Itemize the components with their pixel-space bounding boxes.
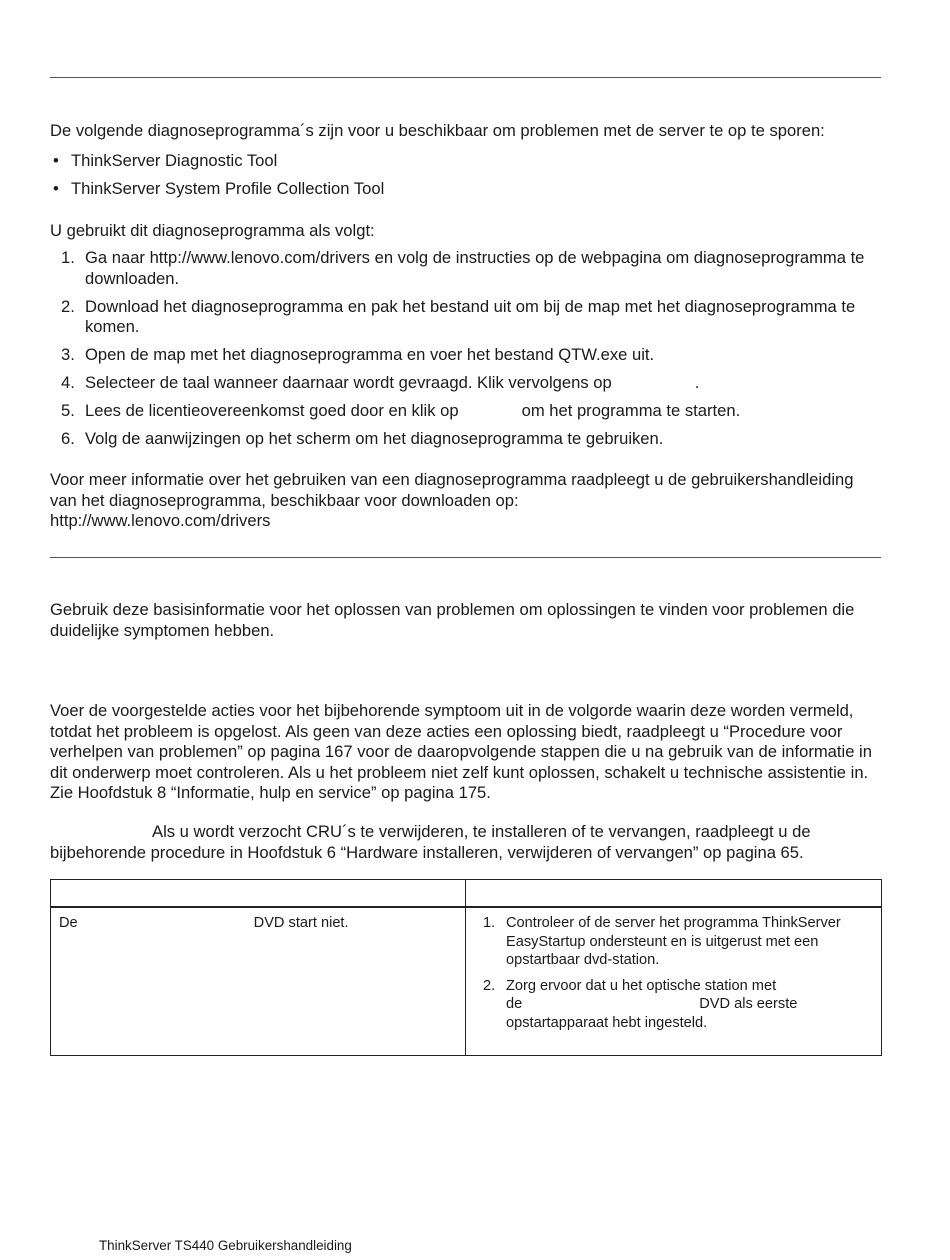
list-item: 5. Lees de licentieovereenkomst goed door en klik op om het programma te starten. xyxy=(61,401,741,420)
more-info-line: van het diagnoseprogramma, beschikbaar voor downloaden op: xyxy=(50,490,519,510)
drivers-link[interactable]: http://www.lenovo.com/drivers xyxy=(50,511,271,530)
list-item: 2. Zorg ervoor dat u het optische station met de DVD als eerste opstartapparaat hebt ingesteld. xyxy=(483,977,798,1031)
page-footer: ThinkServer TS440 Gebruikershandleiding xyxy=(99,1238,352,1253)
diagnostic-tools-list xyxy=(50,151,881,207)
more-info-paragraph xyxy=(50,470,890,532)
table-header-row xyxy=(51,880,882,908)
more-info-line: Voor meer informatie over het gebruiken van een diagnoseprogramma raadpleegt u de gebruikershandleiding xyxy=(50,470,854,489)
list-item: 2. Download het diagnoseprogramma en pak het bestand uit om bij de map met het diagnoseprogramma te komen. xyxy=(61,296,856,336)
list-item: • ThinkServer System Profile Collection Tool xyxy=(50,179,881,200)
table-header-cell xyxy=(466,880,882,908)
note-paragraph xyxy=(50,822,890,863)
list-item: 3. Open de map met het diagnoseprogramma en voer het bestand QTW.exe uit. xyxy=(61,345,655,364)
section-divider-top xyxy=(50,77,881,78)
list-item: • ThinkServer Diagnostic Tool xyxy=(50,151,881,172)
list-item: 1. Controleer of de server het programma ThinkServer EasyStartup ondersteunt en is uitgerust met een opstartbaar dvd-station. xyxy=(483,915,841,968)
list-item: 4. Selecteer de taal wanneer daarnaar wordt gevraagd. Klik vervolgens op . xyxy=(61,373,700,392)
section-divider-middle xyxy=(50,557,881,558)
table-header-cell xyxy=(51,880,466,908)
list-item: 1. Ga naar http://www.lenovo.com/drivers en volg de instructies op de webpagina om diagnoseprogramma te downloaden. xyxy=(61,248,865,288)
diagnostics-intro: De volgende diagnoseprogramma´s zijn voor u beschikbaar om problemen met de server te op te sporen: xyxy=(50,121,825,140)
table-row xyxy=(51,907,882,1056)
action-list xyxy=(475,914,867,1032)
list-item: 6. Volg de aanwijzingen op het scherm om het diagnoseprogramma te gebruiken. xyxy=(61,429,664,448)
action-cell xyxy=(466,907,882,1056)
symptom-cell: De DVD start niet. xyxy=(51,907,466,1056)
procedure-paragraph: Voer de voorgestelde acties voor het bijbehorende symptoom uit in de volgorde waarin deze worden vermeld, totdat het probleem is opgelost. Als geen van deze acties een oplossing biedt, raadpleegt u “Procedure voor verhelpen van problemen” op pagina 167 voor de daaropvolgende stappen die u na gebruik van de informatie in dit onderwerp moet controleren. Als u het probleem niet zelf kunt oplossen, schakelt u technische assistentie in. Zie Hoofdstuk 8 “Informatie, hulp en service” op pagina 175. xyxy=(50,701,872,802)
note-line: Als u wordt verzocht CRU´s te verwijderen, te installeren of te vervangen, raadpleegt u de xyxy=(152,822,811,841)
usage-steps-list xyxy=(50,248,885,457)
symptom-table xyxy=(50,879,882,1056)
basic-intro: Gebruik deze basisinformatie voor het oplossen van problemen om oplossingen te vinden voor problemen die duidelijke symptomen hebben. xyxy=(50,600,855,640)
usage-intro: U gebruikt dit diagnoseprogramma als volgt: xyxy=(50,221,375,240)
note-line: bijbehorende procedure in Hoofdstuk 6 “Hardware installeren, verwijderen of vervangen” op pagina 65. xyxy=(50,842,804,862)
